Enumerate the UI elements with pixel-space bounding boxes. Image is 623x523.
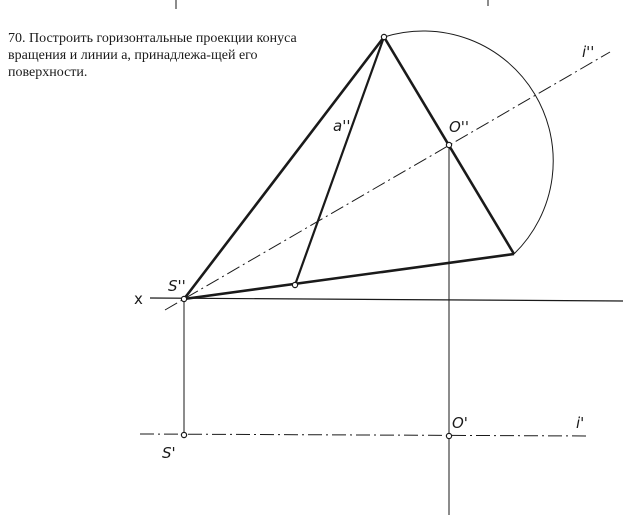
point-apex xyxy=(381,34,386,39)
point-o-top xyxy=(446,433,451,438)
label-i-front: i'' xyxy=(582,43,595,61)
label-x-axis: x xyxy=(134,290,143,308)
label-o-front: O'' xyxy=(449,118,470,136)
point-o-front xyxy=(446,142,451,147)
base-circle-arc xyxy=(384,31,553,254)
cone-generator-base xyxy=(184,254,514,299)
problem-statement: 70. Построить горизонтальные проекции конуса вращения и линии а, принадлежа-щей его поверхности. xyxy=(8,31,297,80)
label-s-front: S'' xyxy=(168,277,186,295)
label-i-top: i' xyxy=(576,414,585,432)
label-a-front: a'' xyxy=(333,117,351,135)
x-axis-line xyxy=(150,298,623,301)
line-a-front xyxy=(295,37,384,285)
i-top-axis-line xyxy=(140,434,590,436)
label-s-top: S' xyxy=(162,444,176,462)
label-o-top: O' xyxy=(452,414,468,432)
cone-generator-left xyxy=(184,37,384,299)
point-s-front xyxy=(181,296,186,301)
point-a-end xyxy=(292,282,297,287)
point-s-top xyxy=(181,432,186,437)
